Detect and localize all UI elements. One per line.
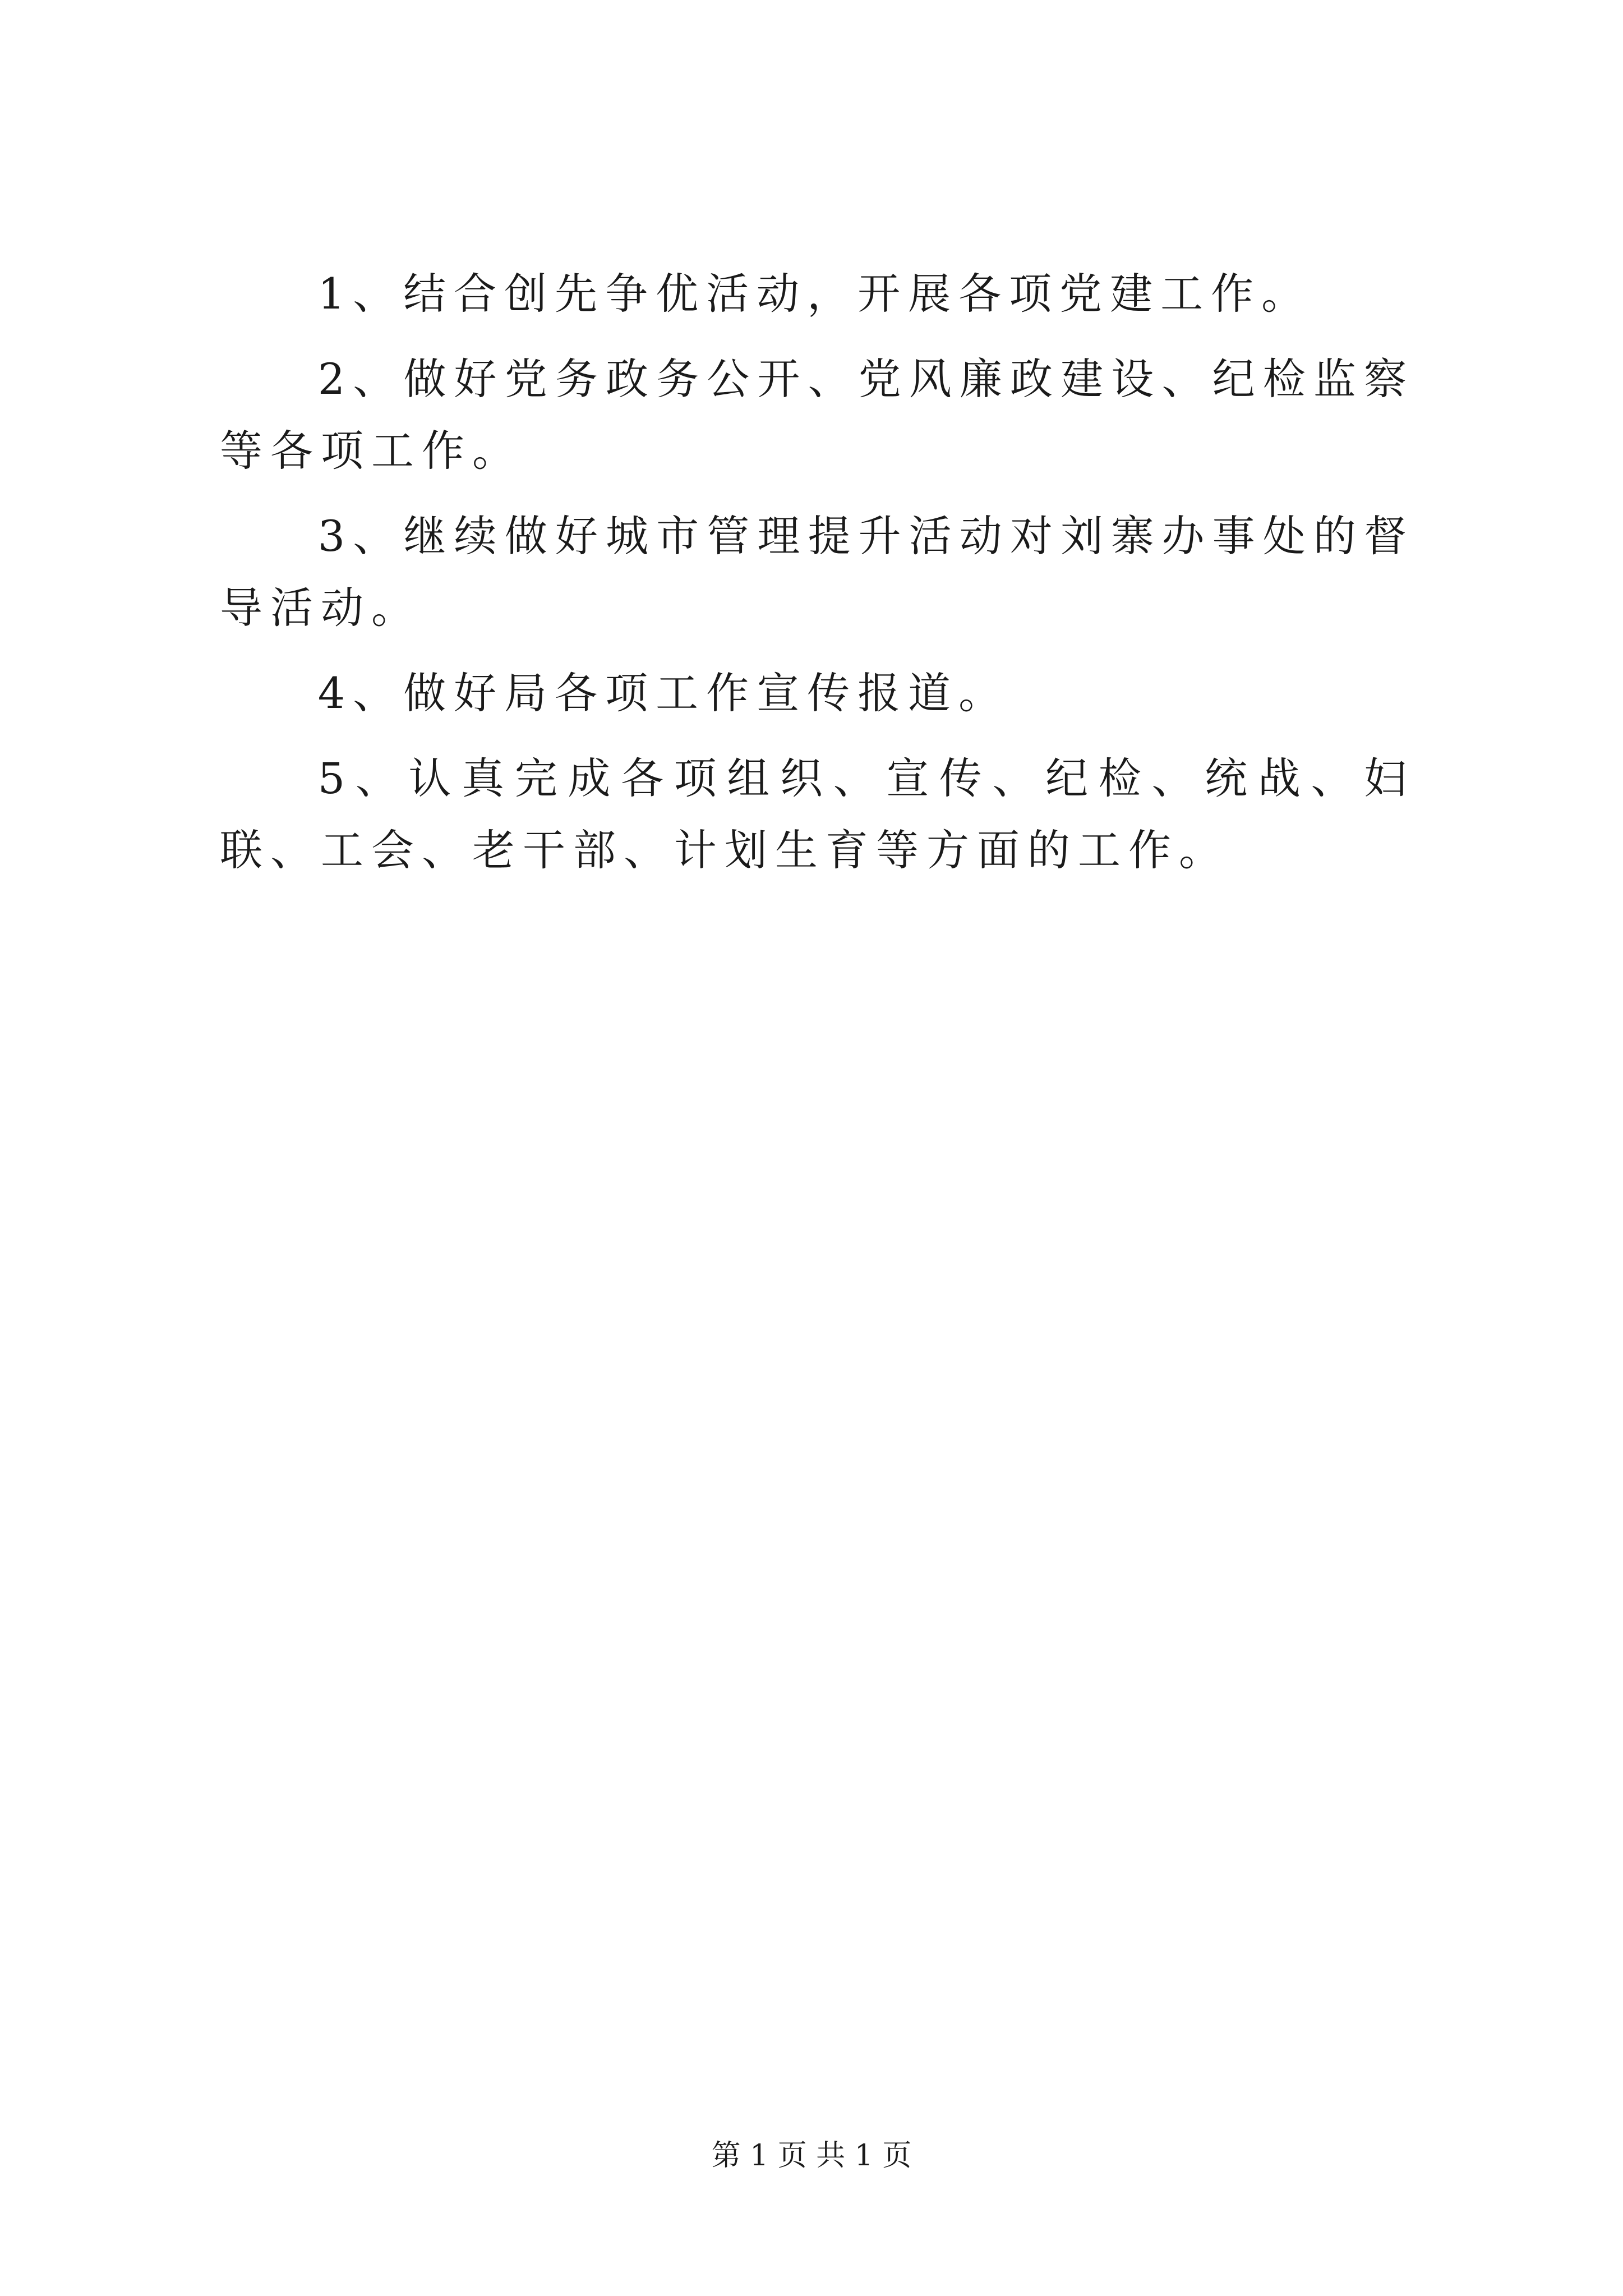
paragraph-3: 3、继续做好城市管理提升活动对刘寨办事处的督导活动。 — [220, 511, 1414, 633]
paragraph-4: 4、做好局各项工作宣传报道。 — [317, 668, 1009, 718]
page-footer: 第 1 页 共 1 页 — [711, 2139, 912, 2173]
paragraph-2: 2、做好党务政务公开、党风廉政建设、纪检监察等各项工作。 — [220, 354, 1414, 476]
document-body — [220, 258, 1414, 900]
paragraph-5: 5、认真完成各项组织、宣传、纪检、统战、妇联、工会、老干部、计划生育等方面的工作。 — [220, 753, 1414, 875]
paragraph-1: 1、结合创先争优活动，开展各项党建工作。 — [317, 269, 1312, 319]
